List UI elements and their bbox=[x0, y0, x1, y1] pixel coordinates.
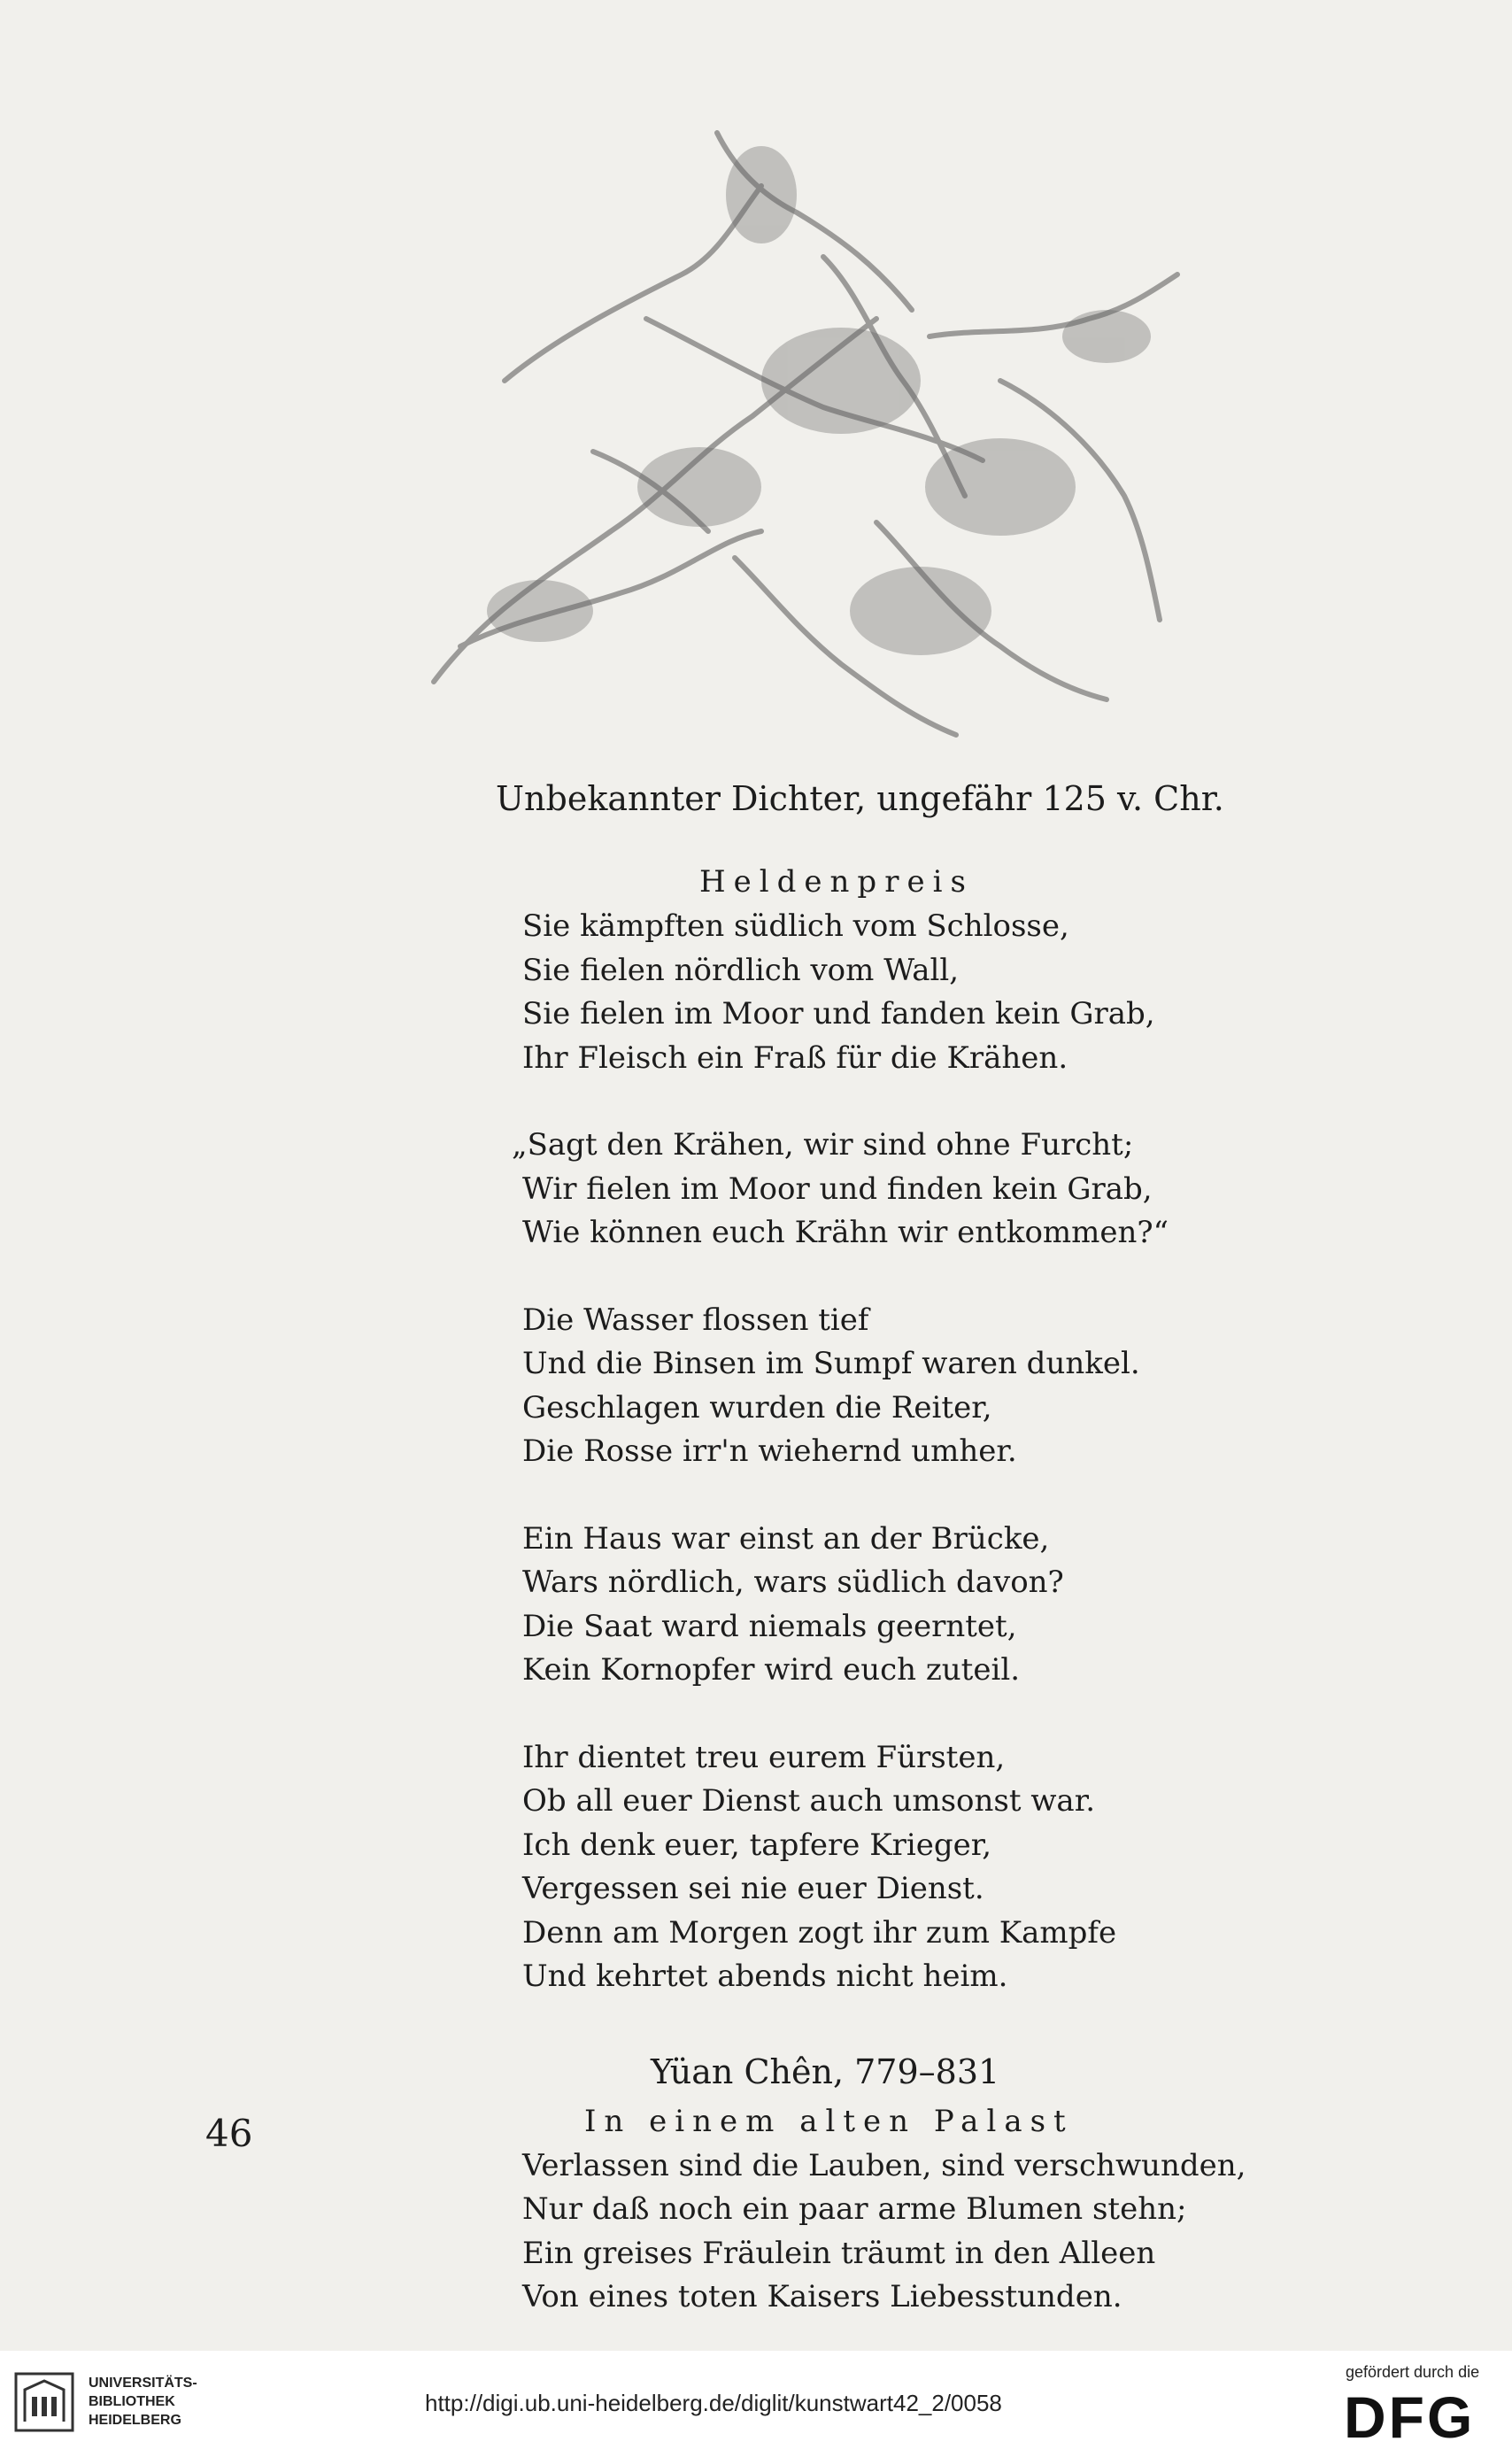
stanza bbox=[522, 1518, 1292, 1693]
poem-line: Kein Kornopfer wird euch zuteil. bbox=[522, 1652, 1021, 1688]
dfg-logo: DFG bbox=[1344, 2384, 1476, 2450]
poem-title-2: In einem alten Palast bbox=[584, 2103, 1074, 2139]
horsemen-illustration bbox=[381, 115, 1222, 753]
poem-line: Die Saat ward niemals geerntet, bbox=[522, 1608, 1017, 1644]
poem-line: Vergessen sei nie euer Dienst. bbox=[522, 1871, 984, 1906]
poem-line: Und die Binsen im Sumpf waren dunkel. bbox=[522, 1346, 1140, 1381]
poem-line: Geschlagen wurden die Reiter, bbox=[522, 1389, 992, 1426]
poem-line: „Sagt den Krähen, wir sind ohne Furcht; bbox=[512, 1127, 1134, 1163]
poem-line: Ein Haus war einst an der Brücke, bbox=[522, 1520, 1050, 1557]
library-name bbox=[89, 2374, 197, 2430]
poem-line: Wir fielen im Moor und finden kein Grab, bbox=[522, 1171, 1153, 1207]
library-name-line: BIBLIOTHEK bbox=[89, 2394, 175, 2409]
viewer-footer bbox=[0, 2351, 1512, 2457]
stanza bbox=[522, 1299, 1292, 1474]
stanza bbox=[522, 1736, 1292, 1999]
poem-line: Ein greises Fräulein träumt in den Alleen bbox=[522, 2235, 1156, 2271]
author-heading-2: Yüan Chên, 779–831 bbox=[651, 2051, 1000, 2091]
poem-title-1: Heldenpreis bbox=[699, 864, 974, 900]
library-name-line: HEIDELBERG bbox=[89, 2413, 181, 2428]
poem-line: Die Wasser flossen tief bbox=[522, 1302, 869, 1338]
poem-line: Die Rosse irr'n wiehernd umher. bbox=[522, 1433, 1017, 1469]
poem-line: Wars nördlich, wars südlich davon? bbox=[522, 1565, 1064, 1600]
author-heading-1: Unbekannter Dichter, ungefähr 125 v. Chr. bbox=[496, 779, 1224, 818]
funded-by-label: gefördert durch die bbox=[1346, 2363, 1480, 2381]
poem-line: Ihr Fleisch ein Fraß für die Krähen. bbox=[522, 1039, 1068, 1076]
stanza bbox=[522, 905, 1292, 1080]
poem-line: Ich denk euer, tapfere Krieger, bbox=[522, 1827, 992, 1863]
poem-line: Sie fielen im Moor und fanden kein Grab, bbox=[522, 996, 1155, 1031]
poem-line: Und kehrtet abends nicht heim. bbox=[522, 1959, 1008, 1994]
permalink-url[interactable]: http://digi.ub.uni-heidelberg.de/diglit/kunstwart42_2/0058 bbox=[425, 2390, 1002, 2416]
poem-column bbox=[496, 779, 1292, 2363]
poem-line: Ihr dientet treu eurem Fürsten, bbox=[522, 1739, 1006, 1775]
poem-line: Verlassen sind die Lauben, sind verschwunden, bbox=[522, 2147, 1246, 2183]
poem-line: Nur daß noch ein paar arme Blumen stehn; bbox=[522, 2191, 1187, 2227]
library-name-line: UNIVERSITÄTS- bbox=[89, 2376, 197, 2391]
stanza bbox=[522, 2144, 1292, 2320]
poem-line: Sie kämpften südlich vom Schlosse, bbox=[522, 908, 1069, 944]
university-library-logo-icon bbox=[12, 2370, 76, 2434]
stanza bbox=[512, 1124, 1292, 1256]
poem-line: Sie fielen nördlich vom Wall, bbox=[522, 952, 960, 988]
poem-line: Von eines toten Kaisers Liebesstunden. bbox=[522, 2279, 1122, 2314]
poem-line: Wie können euch Krähn wir entkommen?“ bbox=[522, 1215, 1169, 1250]
poem-line: Ob all euer Dienst auch umsonst war. bbox=[522, 1783, 1096, 1819]
poem-line: Denn am Morgen zogt ihr zum Kampfe bbox=[522, 1914, 1117, 1951]
page-number: 46 bbox=[205, 2112, 253, 2155]
